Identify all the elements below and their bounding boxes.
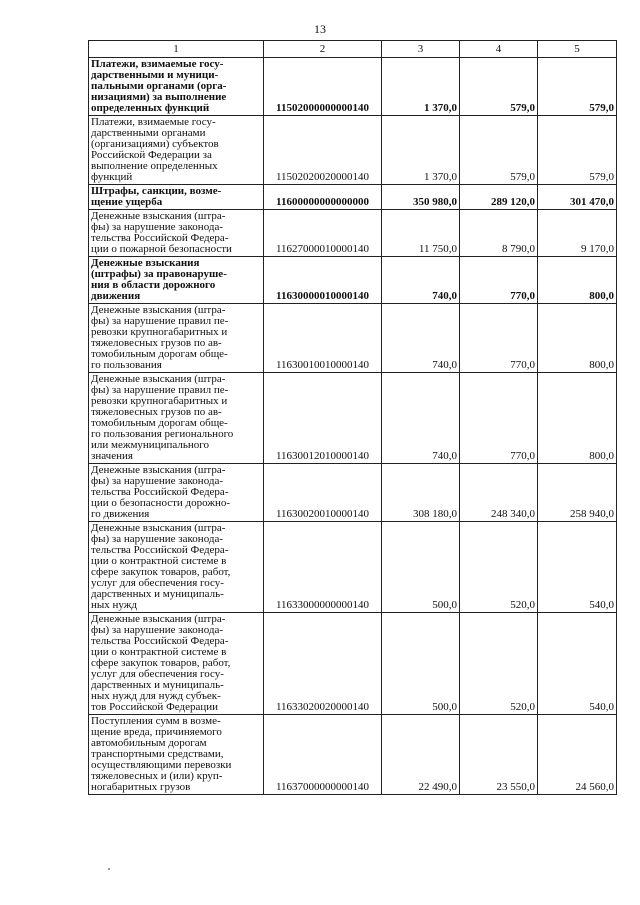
row-value-year-3: 540,0	[538, 522, 617, 613]
row-value-year-2: 23 550,0	[460, 715, 538, 795]
row-name: Денежные взыскания (штра- фы) за нарушение законода- тельства Российской Федера- ции о контрактной системе в сфере закупок товаров, работ, услуг для обеспечения госу- дарственных и муниципаль- ных нужд для нужд субъек- тов Российской Федерации	[89, 613, 264, 715]
row-code: 11633020020000140	[264, 613, 382, 715]
table-row	[89, 613, 617, 715]
row-value-year-3: 800,0	[538, 304, 617, 373]
row-code: 11630012010000140	[264, 373, 382, 464]
scan-speck	[108, 868, 110, 870]
row-value-year-3: 579,0	[538, 116, 617, 185]
column-header-2: 2	[264, 41, 382, 58]
row-value-year-2: 579,0	[460, 58, 538, 116]
row-value-year-1: 500,0	[382, 613, 460, 715]
row-value-year-3: 540,0	[538, 613, 617, 715]
row-value-year-2: 520,0	[460, 613, 538, 715]
row-value-year-3: 24 560,0	[538, 715, 617, 795]
table-row	[89, 116, 617, 185]
column-header-1: 1	[89, 41, 264, 58]
row-value-year-2: 770,0	[460, 257, 538, 304]
row-value-year-1: 740,0	[382, 373, 460, 464]
table-row	[89, 58, 617, 116]
row-code: 11502020020000140	[264, 116, 382, 185]
column-header-3: 3	[382, 41, 460, 58]
table-row	[89, 464, 617, 522]
table-row	[89, 257, 617, 304]
row-value-year-1: 1 370,0	[382, 116, 460, 185]
row-name: Денежные взыскания (штра- фы) за нарушение законода- тельства Российской Федера- ции о контрактной системе в сфере закупок товаров, работ, услуг для обеспечения госу- дарственных и муниципаль- ных нужд	[89, 522, 264, 613]
row-name: Поступления сумм в возме- щение вреда, причиняемого автомобильным дорогам транспортными средствами, осуществляющими перевозки тяжеловесных и (или) круп- ногабаритных грузов	[89, 715, 264, 795]
row-code: 11600000000000000	[264, 185, 382, 210]
table-row	[89, 304, 617, 373]
row-name: Платежи, взимаемые госу- дарственными и муници- пальными органами (орга- низациями) за выполнение определенных функций	[89, 58, 264, 116]
row-code: 11630000010000140	[264, 257, 382, 304]
table-row	[89, 715, 617, 795]
row-value-year-3: 579,0	[538, 58, 617, 116]
row-name: Денежные взыскания (штра- фы) за нарушение законода- тельства Российской Федера- ции о безопасности дорожно- го движения	[89, 464, 264, 522]
header-row	[89, 41, 617, 58]
row-value-year-1: 308 180,0	[382, 464, 460, 522]
row-value-year-1: 740,0	[382, 257, 460, 304]
row-value-year-2: 8 790,0	[460, 210, 538, 257]
row-value-year-2: 289 120,0	[460, 185, 538, 210]
row-value-year-2: 579,0	[460, 116, 538, 185]
row-name: Денежные взыскания (штра- фы) за нарушение правил пе- ревозки крупногабаритных и тяжеловесных грузов по ав- томобильным дорогам обще- го пользования регионального или межмуниципального значения	[89, 373, 264, 464]
row-value-year-2: 520,0	[460, 522, 538, 613]
row-value-year-3: 301 470,0	[538, 185, 617, 210]
row-name: Денежные взыскания (штра- фы) за нарушение законода- тельства Российской Федера- ции о пожарной безопасности	[89, 210, 264, 257]
table-row	[89, 373, 617, 464]
row-value-year-3: 800,0	[538, 373, 617, 464]
row-value-year-3: 258 940,0	[538, 464, 617, 522]
row-name: Штрафы, санкции, возме- щение ущерба	[89, 185, 264, 210]
row-value-year-2: 770,0	[460, 304, 538, 373]
row-name: Денежные взыскания (штра- фы) за нарушение правил пе- ревозки крупногабаритных и тяжеловесных грузов по ав- томобильным дорогам обще- го пользования	[89, 304, 264, 373]
table-row	[89, 522, 617, 613]
row-value-year-2: 770,0	[460, 373, 538, 464]
page-number: 13	[314, 22, 326, 36]
row-value-year-2: 248 340,0	[460, 464, 538, 522]
row-value-year-1: 22 490,0	[382, 715, 460, 795]
row-code: 11502000000000140	[264, 58, 382, 116]
row-code: 11630020010000140	[264, 464, 382, 522]
row-value-year-3: 9 170,0	[538, 210, 617, 257]
row-value-year-1: 740,0	[382, 304, 460, 373]
row-value-year-3: 800,0	[538, 257, 617, 304]
column-header-5: 5	[538, 41, 617, 58]
row-value-year-1: 500,0	[382, 522, 460, 613]
row-code: 11627000010000140	[264, 210, 382, 257]
row-name: Денежные взыскания (штрафы) за правонаруше- ния в области дорожного движения	[89, 257, 264, 304]
row-value-year-1: 350 980,0	[382, 185, 460, 210]
revenue-table	[88, 40, 617, 795]
table-row	[89, 185, 617, 210]
row-code: 11630010010000140	[264, 304, 382, 373]
table-row	[89, 210, 617, 257]
row-value-year-1: 1 370,0	[382, 58, 460, 116]
row-name: Платежи, взимаемые госу- дарственными органами (организациями) субъектов Российской Федерации за выполнение определенных функций	[89, 116, 264, 185]
column-header-4: 4	[460, 41, 538, 58]
row-value-year-1: 11 750,0	[382, 210, 460, 257]
row-code: 11633000000000140	[264, 522, 382, 613]
row-code: 11637000000000140	[264, 715, 382, 795]
